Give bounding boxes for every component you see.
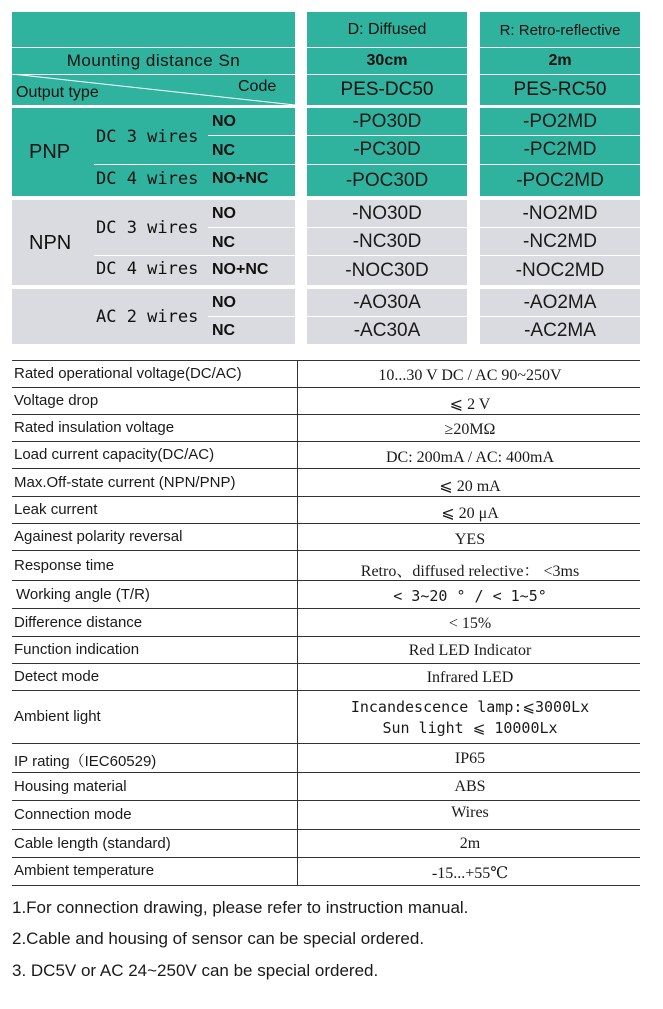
- pnp-contact-nc: NC: [212, 142, 236, 159]
- pnp-label: PNP: [29, 141, 71, 163]
- spec-value-working-angle: < 3~20 ° / < 1~5°: [393, 587, 547, 605]
- npn-dc4-label: DC 4 wires: [96, 259, 199, 279]
- pnp-contact-no: NO: [212, 113, 236, 130]
- npn-contact-no: NO: [212, 205, 236, 222]
- pnp-r-code-nonc: -POC2MD: [516, 169, 604, 191]
- pnp-d-code-nc: -PC30D: [353, 139, 421, 160]
- spec-value-ambient-light-sun: Sun light ⩽ 10000Lx: [382, 719, 558, 737]
- spec-value-connection-mode: Wires: [451, 804, 489, 821]
- pnp-contact-nonc: NO+NC: [212, 170, 269, 187]
- spec-label-function-indication: Function indication: [14, 641, 140, 658]
- spec-label-cable-length: Cable length (standard): [14, 835, 171, 852]
- spec-label-leak-current: Leak current: [14, 501, 98, 518]
- spec-label-ambient-light: Ambient light: [14, 708, 101, 725]
- pnp-d-code-nonc: -POC30D: [345, 169, 429, 191]
- spec-value-function-indication: Red LED Indicator: [408, 642, 532, 659]
- pnp-r-code-no: -PO2MD: [523, 110, 597, 132]
- pnp-d-code-no: -PO30D: [352, 110, 422, 132]
- col-r-distance: 2m: [548, 52, 572, 69]
- pnp-dc3-label: DC 3 wires: [96, 127, 199, 147]
- npn-contact-nonc: NO+NC: [212, 261, 269, 278]
- code-label: Code: [238, 78, 277, 95]
- ac-r-code-nc: -AC2MA: [524, 319, 596, 341]
- npn-d-code-nonc: -NOC30D: [345, 259, 429, 281]
- spec-value-ip-rating: IP65: [454, 750, 486, 767]
- npn-d-code-no: -NO30D: [352, 202, 422, 224]
- spec-label-polarity-reversal: Againest polarity reversal: [14, 528, 183, 545]
- spec-value-difference-distance: < 15%: [448, 615, 492, 632]
- spec-value-response-time: Retro、diffused relective： <3ms: [360, 563, 580, 580]
- npn-d-code-nc: -NC30D: [352, 230, 422, 252]
- note-1: 1.For connection drawing, please refer to instruction manual.: [12, 898, 469, 917]
- ac-contact-no: NO: [212, 294, 236, 311]
- spec-value-ambient-temperature: -15...+55℃: [431, 865, 509, 882]
- npn-r-code-nc: -NC2MD: [523, 230, 597, 252]
- npn-r-code-nonc: -NOC2MD: [515, 259, 605, 281]
- npn-label: NPN: [29, 232, 72, 254]
- spec-value-rated-voltage: 10...30 V DC / AC 90~250V: [378, 367, 562, 384]
- spec-label-rated-voltage: Rated operational voltage(DC/AC): [14, 365, 242, 382]
- ac-contact-nc: NC: [212, 322, 236, 339]
- spec-label-connection-mode: Connection mode: [14, 806, 132, 823]
- npn-contact-nc: NC: [212, 234, 236, 251]
- ac-d-code-nc: -AC30A: [353, 319, 421, 341]
- spec-value-detect-mode: Infrared LED: [426, 669, 514, 686]
- spec-label-voltage-drop: Voltage drop: [14, 392, 99, 409]
- spec-label-housing-material: Housing material: [14, 778, 127, 795]
- ac-r-code-no: -AO2MA: [523, 291, 597, 313]
- npn-dc3-label: DC 3 wires: [96, 218, 199, 238]
- col-r-code: PES-RC50: [513, 79, 607, 100]
- spec-label-ambient-temperature: Ambient temperature: [14, 862, 155, 879]
- mounting-distance-label: Mounting distance Sn: [66, 51, 241, 70]
- spec-value-voltage-drop: ⩽ 2 V: [449, 396, 491, 413]
- spec-label-load-current: Load current capacity(DC/AC): [14, 446, 215, 463]
- spec-label-offstate-current: Max.Off-state current (NPN/PNP): [14, 474, 236, 491]
- spec-value-polarity-reversal: YES: [454, 531, 486, 548]
- spec-label-working-angle: Working angle (T/R): [16, 586, 150, 603]
- spec-label-detect-mode: Detect mode: [14, 668, 100, 685]
- spec-value-ambient-light-lamp: Incandescence lamp:⩽3000Lx: [350, 698, 590, 716]
- col-d-code: PES-DC50: [340, 79, 434, 100]
- spec-label-response-time: Response time: [14, 557, 115, 574]
- spec-value-insulation-voltage: ≥20MΩ: [444, 421, 496, 438]
- output-type-label: Output type: [16, 84, 99, 101]
- spec-value-leak-current: ⩽ 20 μA: [441, 505, 499, 522]
- spec-label-insulation-voltage: Rated insulation voltage: [14, 419, 175, 436]
- spec-value-cable-length: 2m: [459, 835, 481, 852]
- spec-value-offstate-current: ⩽ 20 mA: [439, 478, 501, 495]
- npn-r-code-no: -NO2MD: [522, 202, 598, 224]
- spec-value-load-current: DC: 200mA / AC: 400mA: [385, 449, 555, 466]
- ac-label: AC 2 wires: [96, 307, 199, 327]
- col-d-title: D: Diffused: [347, 21, 427, 38]
- ac-d-code-no: -AO30A: [353, 291, 421, 313]
- pnp-r-code-nc: -PC2MD: [523, 139, 597, 160]
- spec-value-housing-material: ABS: [454, 778, 486, 795]
- col-r-title: R: Retro-reflective: [499, 21, 621, 39]
- note-3: 3. DC5V or AC 24~250V can be special ordered.: [12, 961, 379, 980]
- spec-label-ip-rating: IP rating（IEC60529): [14, 753, 157, 770]
- pnp-dc4-label: DC 4 wires: [96, 169, 199, 189]
- spec-label-difference-distance: Difference distance: [14, 614, 143, 631]
- col-d-distance: 30cm: [366, 52, 408, 69]
- note-2: 2.Cable and housing of sensor can be special ordered.: [12, 929, 425, 948]
